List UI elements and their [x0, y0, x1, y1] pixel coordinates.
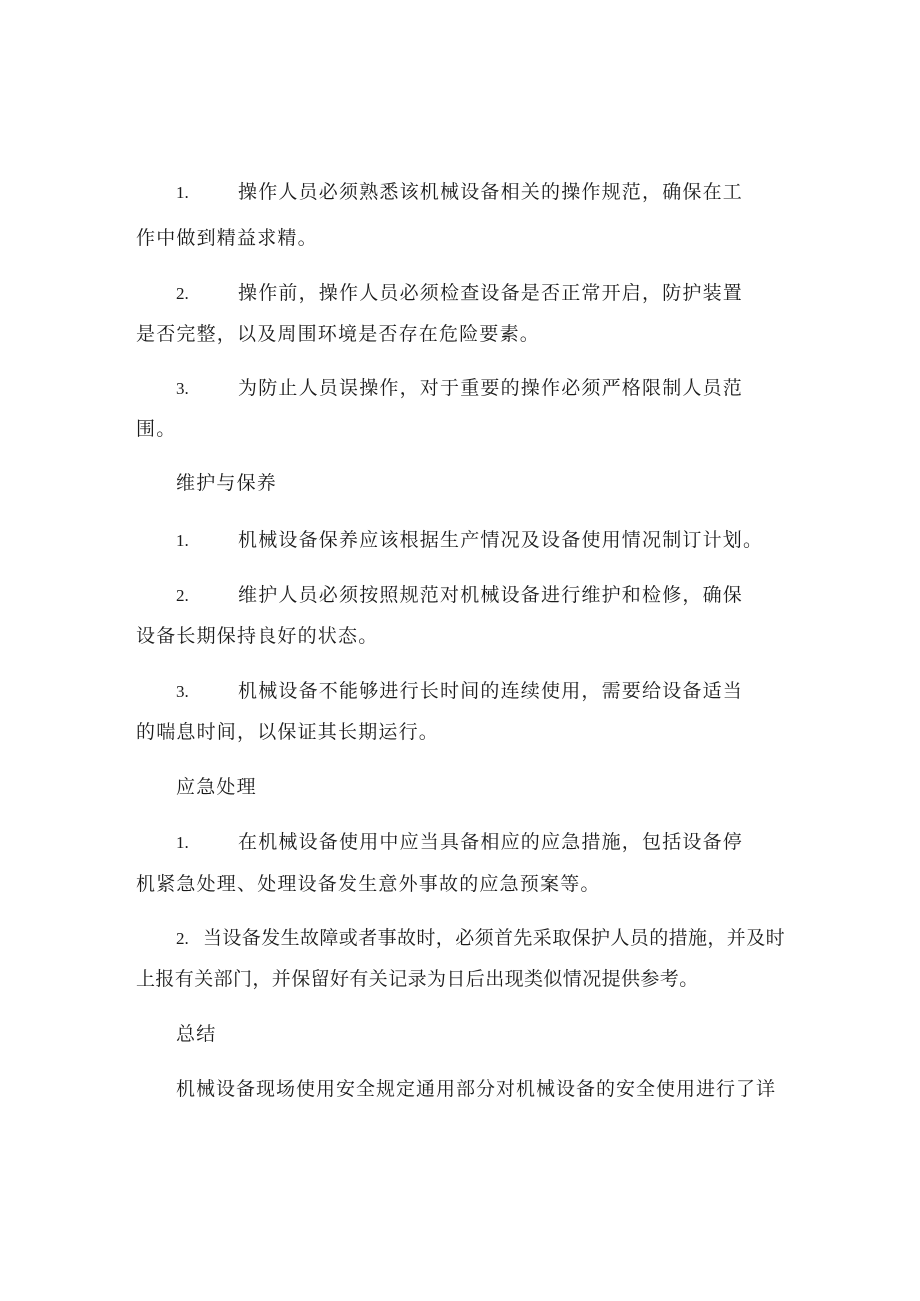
summary-text: 机械设备现场使用安全规定通用部分对机械设备的安全使用进行了详	[176, 1078, 777, 1100]
paragraph-line: 机械设备保养应该根据生产情况及设备使用情况制订计划。	[238, 529, 764, 551]
paragraph-line: 的喘息时间，以保证其长期运行。	[136, 721, 440, 743]
paragraph-line: 围。	[136, 418, 177, 440]
paragraph-line: 为防止人员误操作，对于重要的操作必须严格限制人员范	[238, 377, 744, 399]
paragraph-line: 维护人员必须按照规范对机械设备进行维护和检修，确保	[238, 584, 744, 606]
paragraph-line: 机紧急处理、处理设备发生意外事故的应急预案等。	[136, 873, 601, 895]
section-heading-emergency: 应急处理	[176, 776, 257, 798]
paragraph-line: 设备长期保持良好的状态。	[136, 625, 379, 647]
list-number: 2.	[176, 586, 189, 605]
paragraph-line: 操作人员必须熟悉该机械设备相关的操作规范，确保在工	[238, 181, 744, 203]
list-number: 2.	[176, 929, 189, 948]
section-heading-summary: 总结	[176, 1023, 217, 1045]
list-number: 1.	[176, 833, 189, 852]
paragraph-line: 操作前，操作人员必须检查设备是否正常开启，防护装置	[238, 282, 744, 304]
paragraph-line: 机械设备不能够进行长时间的连续使用，需要给设备适当	[238, 680, 744, 702]
paragraph-line: 上报有关部门，并保留好有关记录为日后出现类似情况提供参考。	[136, 968, 699, 990]
list-number: 2.	[176, 284, 189, 303]
list-number: 3.	[176, 682, 189, 701]
paragraph-line: 当设备发生故障或者事故时，必须首先采取保护人员的措施，并及时	[203, 927, 786, 949]
list-number: 1.	[176, 183, 189, 202]
list-number: 1.	[176, 531, 189, 550]
list-number: 3.	[176, 379, 189, 398]
paragraph-line: 是否完整，以及周围环境是否存在危险要素。	[136, 323, 541, 345]
section-heading-maintenance: 维护与保养	[176, 472, 278, 494]
paragraph-line: 作中做到精益求精。	[136, 227, 318, 249]
paragraph-line: 在机械设备使用中应当具备相应的应急措施，包括设备停	[238, 831, 744, 853]
